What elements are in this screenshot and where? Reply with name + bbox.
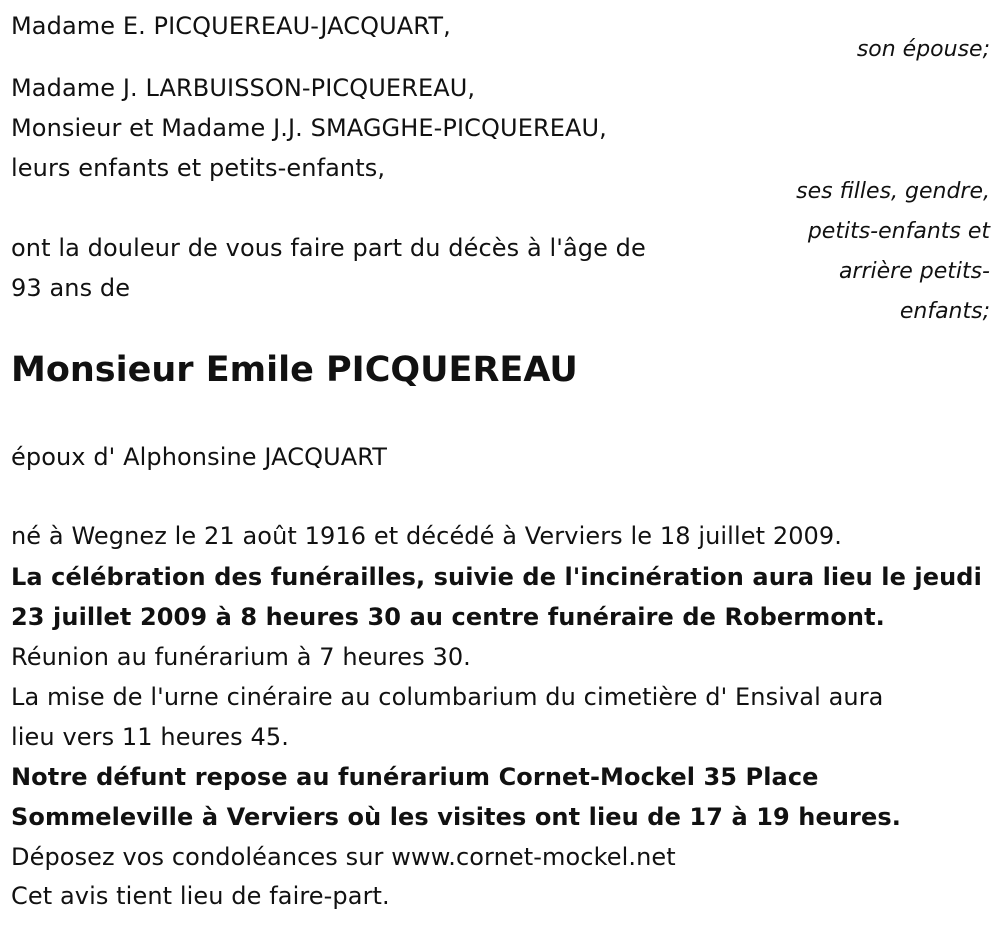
meeting: Réunion au funérarium à 7 heures 30. — [11, 643, 471, 671]
rest-line-1: Notre défunt repose au funérarium Cornet-Mockel 35 Place — [11, 763, 819, 791]
grandchildren: leurs enfants et petits-enfants, — [11, 154, 386, 182]
relation-line-3: arrière petits- — [838, 259, 990, 284]
deceased-spouse: époux d' Alphonsine JACQUART — [11, 443, 388, 471]
daughter-1: Madame J. LARBUISSON-PICQUEREAU, — [11, 74, 476, 102]
deceased-name: Monsieur Emile PICQUEREAU — [11, 350, 578, 390]
relation-line-4: enfants; — [899, 299, 990, 324]
relation-line-1: ses filles, gendre, — [796, 179, 990, 204]
urn-line-1: La mise de l'urne cinéraire au columbarium du cimetière d' Ensival aura — [11, 683, 884, 711]
daughter-2: Monsieur et Madame J.J. SMAGGHE-PICQUEREAU, — [11, 114, 607, 142]
condolences: Déposez vos condoléances sur www.cornet-mockel.net — [11, 843, 676, 871]
ceremony-line-1: La célébration des funérailles, suivie de l'incinération aura lieu le jeudi — [11, 563, 982, 591]
announcement-line-1: ont la douleur de vous faire part du décès à l'âge de — [11, 234, 646, 262]
ceremony-line-2: 23 juillet 2009 à 8 heures 30 au centre funéraire de Robermont. — [11, 603, 885, 631]
spouse-name: Madame E. PICQUEREAU-JACQUART, — [11, 12, 451, 40]
birth-death: né à Wegnez le 21 août 1916 et décédé à Verviers le 18 juillet 2009. — [11, 522, 843, 550]
rest-line-2: Sommeleville à Verviers où les visites ont lieu de 17 à 19 heures. — [11, 803, 901, 831]
urn-line-2: lieu vers 11 heures 45. — [11, 723, 289, 751]
spouse-relation: son épouse; — [856, 37, 990, 62]
relation-line-2: petits-enfants et — [807, 219, 990, 244]
announcement-line-2: 93 ans de — [11, 274, 131, 302]
notice: Cet avis tient lieu de faire-part. — [11, 882, 390, 910]
